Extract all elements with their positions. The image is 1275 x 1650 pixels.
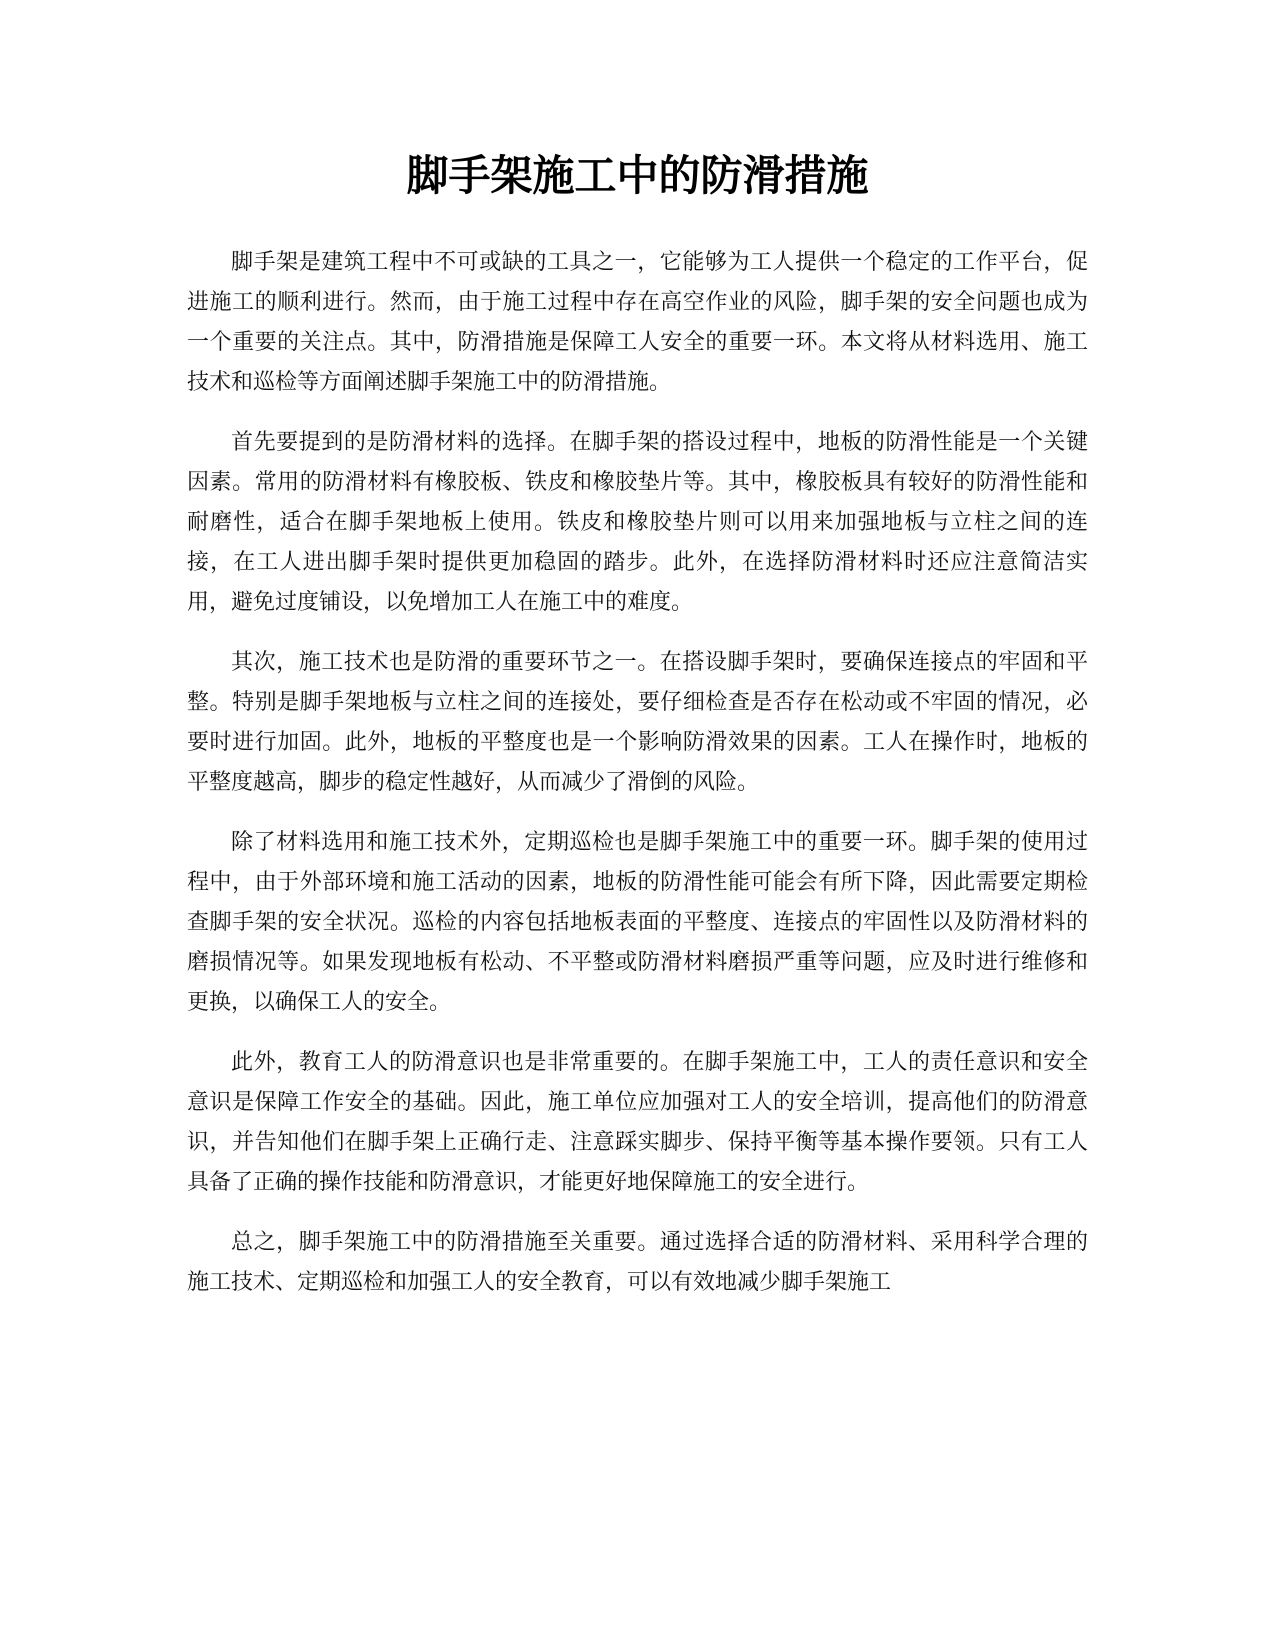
paragraph-training: 此外，教育工人的防滑意识也是非常重要的。在脚手架施工中，工人的责任意识和安全意识是保障工作安全的基础。因此，施工单位应加强对工人的安全培训，提高他们的防滑意识，并告知他们在脚手架上正确行走、注意踩实脚步、保持平衡等基本操作要领。只有工人具备了正确的操作技能和防滑意识，才能更好地保障施工的安全进行。	[187, 1050, 1088, 1195]
paragraph-conclusion: 总之，脚手架施工中的防滑措施至关重要。通过选择合适的防滑材料、采用科学合理的施工技术、定期巡检和加强工人的安全教育，可以有效地减少脚手架施工	[187, 1230, 1088, 1295]
paragraph-intro: 脚手架是建筑工程中不可或缺的工具之一，它能够为工人提供一个稳定的工作平台，促进施工的顺利进行。然而，由于施工过程中存在高空作业的风险，脚手架的安全问题也成为一个重要的关注点。其中，防滑措施是保障工人安全的重要一环。本文将从材料选用、施工技术和巡检等方面阐述脚手架施工中的防滑措施。	[187, 250, 1088, 395]
paragraph-inspection: 除了材料选用和施工技术外，定期巡检也是脚手架施工中的重要一环。脚手架的使用过程中，由于外部环境和施工活动的因素，地板的防滑性能可能会有所下降，因此需要定期检查脚手架的安全状况。巡检的内容包括地板表面的平整度、连接点的牢固性以及防滑材料的磨损情况等。如果发现地板有松动、不平整或防滑材料磨损严重等问题，应及时进行维修和更换，以确保工人的安全。	[187, 830, 1088, 1015]
paragraph-materials: 首先要提到的是防滑材料的选择。在脚手架的搭设过程中，地板的防滑性能是一个关键因素。常用的防滑材料有橡胶板、铁皮和橡胶垫片等。其中，橡胶板具有较好的防滑性能和耐磨性，适合在脚手架地板上使用。铁皮和橡胶垫片则可以用来加强地板与立柱之间的连接，在工人进出脚手架时提供更加稳固的踏步。此外，在选择防滑材料时还应注意简洁实用，避免过度铺设，以免增加工人在施工中的难度。	[187, 430, 1088, 615]
document-title: 脚手架施工中的防滑措施	[406, 151, 869, 200]
paragraph-techniques: 其次，施工技术也是防滑的重要环节之一。在搭设脚手架时，要确保连接点的牢固和平整。特别是脚手架地板与立柱之间的连接处，要仔细检查是否存在松动或不牢固的情况，必要时进行加固。此外，地板的平整度也是一个影响防滑效果的因素。工人在操作时，地板的平整度越高，脚步的稳定性越好，从而减少了滑倒的风险。	[187, 650, 1088, 795]
document-body	[187, 243, 1088, 1323]
